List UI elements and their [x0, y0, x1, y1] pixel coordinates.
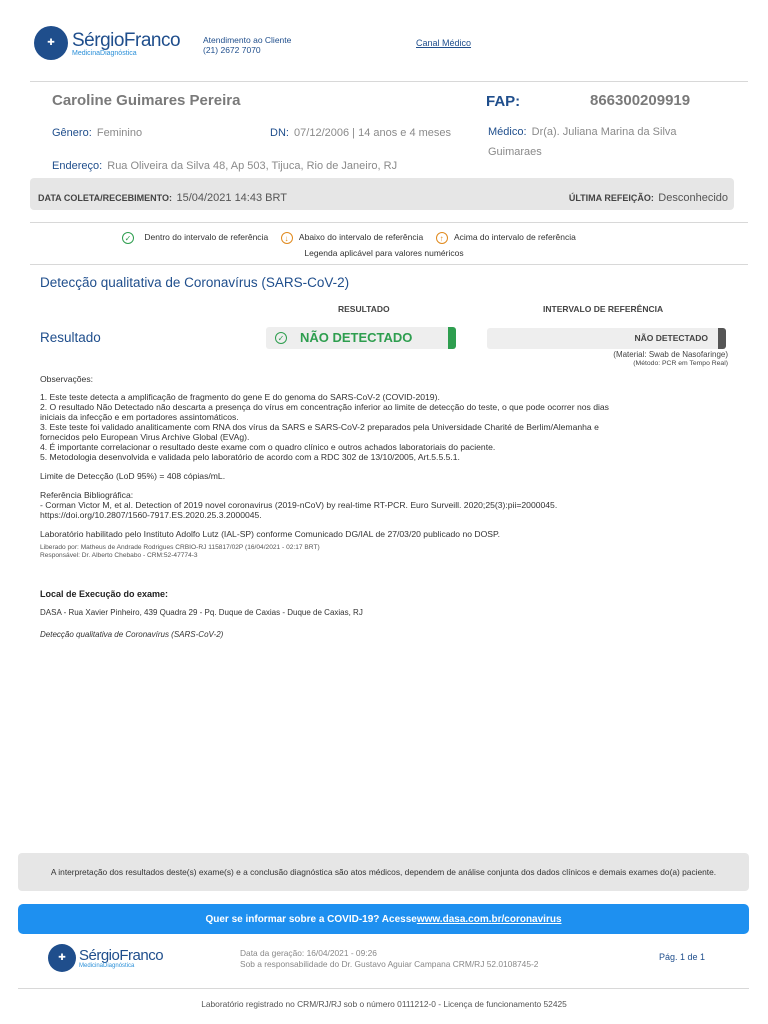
- observations-list: [40, 392, 740, 462]
- arrow-up-circle-icon: ↑: [436, 232, 448, 244]
- generation-info: [240, 948, 538, 970]
- biblio-title: Referência Bibliográfica:: [40, 490, 134, 500]
- observation-line: 3. Este teste foi validado analiticamente com RNA dos vírus da SARS e SARS-CoV-2 preparados pela Universidade Charité de Berlim/Alemanha e: [40, 422, 599, 432]
- result-box: [266, 327, 456, 349]
- footer-brand-subtitle: MedicinaDiagnóstica: [79, 963, 135, 969]
- observation-line: 1. Este teste detecta a amplificação de fragmento do gene E do genoma do SARS-CoV-2 (COVID-2019).: [40, 392, 440, 402]
- execution-address: DASA - Rua Xavier Pinheiro, 439 Quadra 29 - Pq. Duque de Caxias - Duque de Caxias, RJ: [40, 608, 363, 617]
- reference-box: [487, 328, 726, 349]
- legend-note: Legenda aplicável para valores numéricos: [304, 248, 464, 258]
- responsible: Responsável: Dr. Alberto Chebabo - CRM:52-47774-3: [40, 552, 198, 559]
- lod-text: Limite de Detecção (LoD 95%) = 408 cópias/mL.: [40, 471, 226, 481]
- observation-line: iniciais da infecção e em portadores assintomáticos.: [40, 412, 239, 422]
- fap-label: FAP:: [486, 93, 521, 110]
- customer-service-label: Atendimento ao Cliente: [203, 35, 292, 45]
- logo-emblem-icon: ✚: [48, 944, 76, 972]
- page-number: Pág. 1 de 1: [659, 952, 706, 962]
- legend-below: Abaixo do intervalo de referência: [298, 232, 424, 243]
- medical-channel-link[interactable]: Canal Médico: [416, 38, 472, 48]
- covid-banner-link[interactable]: www.dasa.com.br/coronavirus: [416, 913, 562, 925]
- observation-line: fornecidos pelo European Virus Archive Global (EVAg).: [40, 432, 250, 442]
- brand-name: SérgioFranco: [72, 29, 181, 51]
- result-header: RESULTADO: [338, 304, 390, 314]
- last-meal-value: Desconhecido: [658, 192, 728, 204]
- execution-title: Local de Execução do exame:: [40, 589, 169, 599]
- legend: [122, 232, 576, 244]
- observations-title: Observações:: [40, 374, 94, 384]
- brand-logo: [34, 26, 180, 60]
- check-circle-icon: ✓: [275, 332, 287, 344]
- arrow-down-circle-icon: ↓: [281, 232, 293, 244]
- covid-banner-text: Quer se informar sobre a COVID-19? Acesse: [205, 913, 417, 925]
- reference-value: NÃO DETECTADO: [634, 333, 708, 343]
- material-note: (Material: Swab de Nasofaringe): [613, 350, 728, 359]
- disclaimer-text: A interpretação dos resultados deste(s) exame(s) e a conclusão diagnóstica são atos médicos, dependem de análise conjunta dos dados clínicos e demais exames do(a) paciente.: [50, 867, 717, 877]
- method-note: (Método: PCR em Tempo Real): [633, 360, 728, 367]
- reference-header: INTERVALO DE REFERÊNCIA: [543, 304, 664, 314]
- patient-name: Caroline Guimares Pereira: [52, 92, 241, 109]
- dob-field: DN: 07/12/2006 | 14 anos e 4 meses: [270, 127, 452, 139]
- disclaimer-box: [18, 853, 749, 891]
- customer-service-phone: (21) 2672 7070: [203, 45, 261, 55]
- result-value: NÃO DETECTADO: [300, 330, 413, 345]
- last-meal-label: ÚLTIMA REFEIÇÃO:: [568, 193, 654, 203]
- legend-within: Dentro do intervalo de referência: [144, 232, 269, 243]
- observation-line: 4. É importante correlacionar o resultado deste exame com o quadro clínico e outros achados laboratoriais do paciente.: [40, 442, 496, 452]
- footer-brand-logo: [48, 944, 163, 972]
- observation-line: 2. O resultado Não Detectado não descarta a presença do vírus em concentração inferior ao limite de detecção do teste, o que pode ocorrer nos dias: [40, 402, 609, 412]
- habilitation-text: Laboratório habilitado pelo Instituto Adolfo Lutz (IAL-SP) conforme Comunicado DG/IAL de 27/03/20 publicado no DOSP.: [40, 529, 501, 539]
- exam-title: Detecção qualitativa de Coronavírus (SARS-CoV-2): [40, 275, 350, 290]
- customer-service: [203, 35, 291, 55]
- biblio-line: - Corman Victor M, et al. Detection of 2019 novel coronavirus (2019-nCoV) by real-time RT-PCR. Euro Surveill. 2020;25(3):pii=2000045.: [40, 500, 558, 510]
- execution-exam-name: Detecção qualitativa de Coronavírus (SARS-CoV-2): [40, 630, 224, 639]
- observation-line: 5. Metodologia desenvolvida e validada pelo laboratório de acordo com a RDC 302 de 13/10/2005, Art.5.5.5.1.: [40, 452, 460, 462]
- legend-above: Acima do intervalo de referência: [453, 232, 576, 243]
- responsibility-text: Sob a responsabilidade do Dr. Gustavo Aguiar Campana CRM/RJ 52.0108745-2: [240, 959, 539, 969]
- check-circle-icon: ✓: [122, 232, 134, 244]
- logo-emblem-icon: ✚: [34, 26, 68, 60]
- footer-brand-name: SérgioFranco: [79, 947, 164, 964]
- brand-subtitle: MedicinaDiagnóstica: [72, 49, 137, 57]
- biblio-doi: https://doi.org/10.2807/1560-7917.ES.2020.25.3.2000045.: [40, 510, 262, 520]
- address-field: Endereço: Rua Oliveira da Silva 48, Ap 503, Tijuca, Rio de Janeiro, RJ: [52, 160, 398, 172]
- collection-bar: [30, 178, 734, 210]
- collection-date-value: 15/04/2021 14:43 BRT: [176, 192, 287, 204]
- covid-banner: [18, 904, 749, 934]
- result-row-label: Resultado: [40, 330, 101, 345]
- generation-date: Data da geração: 16/04/2021 - 09:26: [240, 948, 377, 958]
- doctor-field: Médico: Dr(a). Juliana Marina da Silva Guimaraes: [488, 126, 677, 158]
- released-by: Liberado por: Matheus de Andrade Rodrigues CRBIO-RJ 115817/02P (16/04/2021 - 02:17 BRT): [40, 544, 320, 551]
- gender-field: Gênero: Feminino: [52, 127, 143, 139]
- fap-value: 866300209919: [590, 92, 691, 109]
- registration-text: Laboratório registrado no CRM/RJ/RJ sob o número 0111212-0 - Licença de funcionamento 52425: [201, 999, 567, 1009]
- collection-date-label: DATA COLETA/RECEBIMENTO:: [38, 193, 172, 203]
